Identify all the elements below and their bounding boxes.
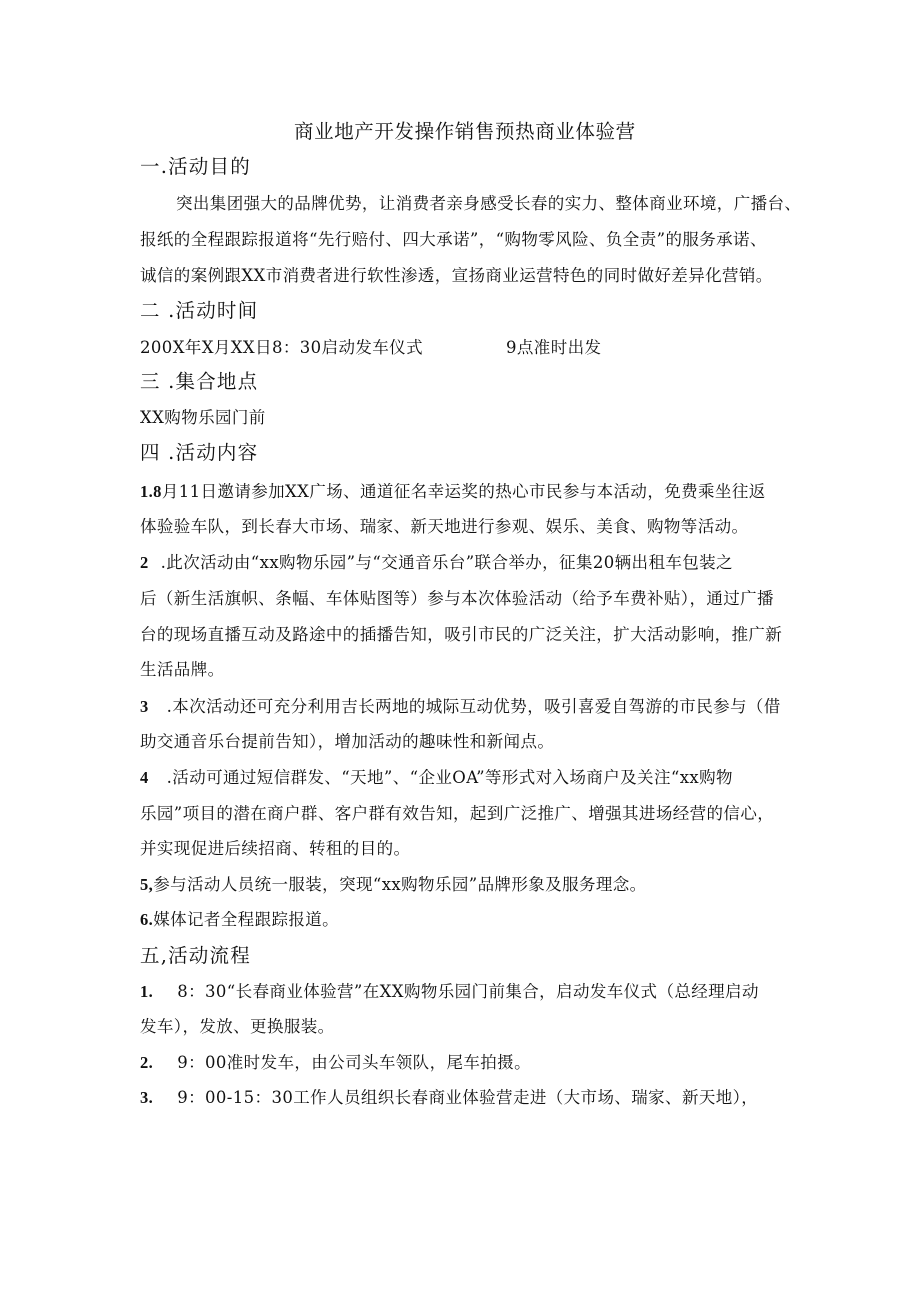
section-heading-time: 二 .活动时间 [140,299,259,322]
section-heading-process: 五,活动流程 [140,944,251,967]
list-item [140,1053,531,1073]
item-continuation: 后（新生活旗帜、条幅、车体贴图等）参与本次体验活动（给予车费补贴），通过广播 [140,589,774,608]
item-number: 3. [140,1088,154,1107]
list-item [140,697,781,717]
list-item [140,982,759,1002]
item-text: 媒体记者全程跟踪报道。 [153,910,340,929]
item-continuation: 台的现场直播互动及路途中的插播告知，吸引市民的广泛关注，扩大活动影响，推广新 [140,625,783,644]
list-item [140,875,647,895]
event-start-time: 200X年X月XX日8：30启动发车仪式 [140,338,423,357]
item-continuation: 体验验车队，到长春大市场、瑞家、新天地进行参观、娱乐、美食、购物等活动。 [140,517,749,536]
item-number: 1.8 [140,482,162,501]
item-text: 9：00准时发车，由公司头车领队，尾车拍摄。 [177,1053,531,1072]
item-number: 4 [140,768,149,787]
item-number: 5, [140,875,154,894]
list-item [140,768,733,788]
item-text: 参与活动人员统一服装，突现“xx购物乐园”品牌形象及服务理念。 [153,875,647,894]
item-text: 9：00-15：30工作人员组织长春商业体验营走进（大市场、瑞家、新天地）， [177,1088,759,1107]
document-title: 商业地产开发操作销售预热商业体验营 [294,120,636,143]
section-heading-location: 三 .集合地点 [140,370,259,393]
list-item [140,910,339,930]
item-text: 月11日邀请参加XX广场、通道征名幸运奖的热心市民参与本活动，免费乘坐往返 [161,482,766,501]
item-number: 6. [140,910,154,929]
item-text: 8：30“长春商业体验营”在XX购物乐园门前集合，启动发车仪式（总经理启动 [177,982,759,1001]
section-heading-content: 四 .活动内容 [140,441,259,464]
item-text: .活动可通过短信群发、“天地”、“企业OA”等形式对入场商户及关注“xx购物 [166,768,733,787]
item-text: .本次活动还可充分利用吉长两地的城际互动优势，吸引喜爱自驾游的市民参与（借 [166,697,781,716]
paragraph-line: 诚信的案例跟XX市消费者进行软性渗透，宣扬商业运营特色的同时做好差异化营销。 [140,266,773,285]
item-continuation: 发车），发放、更换服装。 [140,1017,335,1036]
section-heading-purpose: 一.活动目的 [140,155,251,178]
paragraph-line: 报纸的全程跟踪报道将“先行赔付、四大承诺”，“购物零风险、负全责”的服务承诺、 [140,230,767,249]
item-continuation: 生活品牌。 [140,660,225,679]
item-number: 2. [140,1053,154,1072]
list-item [140,482,766,502]
item-text: .此次活动由“xx购物乐园”与“交通音乐台”联合举办，征集20辆出租车包装之 [160,553,733,572]
item-number: 3 [140,697,149,716]
item-continuation: 并实现促进后续招商、转租的目的。 [140,839,411,858]
paragraph-line: 突出集团强大的品牌优势，让消费者亲身感受长春的实力、整体商业环境，广播台、 [176,194,802,213]
item-number: 1. [140,982,154,1001]
item-continuation: 助交通音乐台提前告知），增加活动的趣味性和新闻点。 [140,732,555,751]
meeting-place: XX购物乐园门前 [140,408,266,427]
list-item [140,1088,758,1108]
item-continuation: 乐园”项目的潜在商户群、客户群有效告知，起到广泛推广、增强其进场经营的信心， [140,804,775,823]
item-number: 2 [140,553,149,572]
departure-time: 9点准时出发 [506,338,602,357]
list-item [140,553,733,573]
